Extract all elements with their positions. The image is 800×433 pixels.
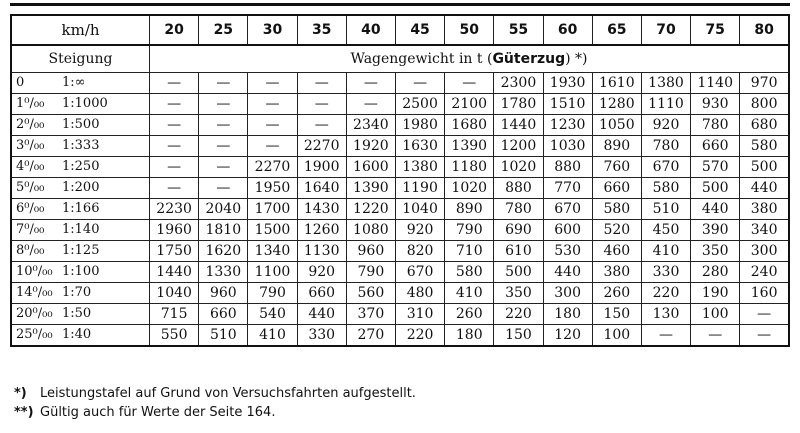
gradient-cell <box>11 73 150 94</box>
weight-cell: — <box>395 73 444 94</box>
speed-header: 20 <box>150 15 199 45</box>
weight-cell: 1390 <box>346 178 395 199</box>
gradient-ratio: 1:166 <box>62 201 100 216</box>
weight-cell: 560 <box>346 283 395 304</box>
gradient-permille: 4⁰/₀₀ <box>16 159 45 174</box>
weight-cell: 500 <box>740 157 789 178</box>
weight-cell: 340 <box>740 220 789 241</box>
weight-cell: — <box>199 94 248 115</box>
weight-cell: 1100 <box>248 262 297 283</box>
weight-cell: 1900 <box>297 157 346 178</box>
weight-cell: — <box>248 115 297 136</box>
weight-cell: — <box>150 94 199 115</box>
weight-cell: 715 <box>150 304 199 325</box>
weight-cell: — <box>199 115 248 136</box>
gradient-permille: 1⁰/₀₀ <box>16 96 45 111</box>
weight-cell: 780 <box>494 199 543 220</box>
weight-cell: 220 <box>641 283 690 304</box>
weight-cell: 670 <box>543 199 592 220</box>
caption-row <box>11 45 789 73</box>
footnote <box>14 403 416 422</box>
weight-cell: 330 <box>641 262 690 283</box>
weight-cell: 660 <box>691 136 740 157</box>
gradient-permille: 3⁰/₀₀ <box>16 138 45 153</box>
gradient-cell <box>11 136 150 157</box>
weight-cell: — <box>248 94 297 115</box>
gradient-cell <box>11 115 150 136</box>
weight-cell: 150 <box>494 325 543 347</box>
gradient-cell <box>11 220 150 241</box>
weight-cell: 780 <box>641 136 690 157</box>
gradient-cell <box>11 157 150 178</box>
speed-header: 30 <box>248 15 297 45</box>
table-row <box>11 115 789 136</box>
gradient-permille: 0 <box>16 75 25 90</box>
weight-cell: 580 <box>740 136 789 157</box>
speed-header: 60 <box>543 15 592 45</box>
weight-cell: 300 <box>543 283 592 304</box>
speed-unit-label: km/h <box>11 15 150 45</box>
weight-cell: 1920 <box>346 136 395 157</box>
gradient-ratio: 1:40 <box>62 327 92 342</box>
weight-cell: 1080 <box>346 220 395 241</box>
gradient-ratio: 1:100 <box>62 264 100 279</box>
train-load-table <box>10 14 790 347</box>
weight-cell: — <box>691 325 740 347</box>
weight-cell: — <box>740 304 789 325</box>
weight-cell: — <box>199 178 248 199</box>
caption-suffix: ) *) <box>565 51 588 67</box>
table-row <box>11 325 789 347</box>
weight-cell: 670 <box>641 157 690 178</box>
weight-cell: 960 <box>346 241 395 262</box>
speed-header: 55 <box>494 15 543 45</box>
weight-cell: 920 <box>395 220 444 241</box>
gradient-permille: 5⁰/₀₀ <box>16 180 45 195</box>
weight-cell: 880 <box>543 157 592 178</box>
weight-cell: — <box>150 157 199 178</box>
weight-cell: 510 <box>199 325 248 347</box>
weight-cell: 1980 <box>395 115 444 136</box>
weight-cell: 370 <box>346 304 395 325</box>
weight-cell: 1180 <box>445 157 494 178</box>
weight-cell: — <box>740 325 789 347</box>
gradient-permille: 10⁰/₀₀ <box>16 264 53 279</box>
weight-cell: 550 <box>150 325 199 347</box>
weight-cell: 670 <box>395 262 444 283</box>
weight-cell: 180 <box>543 304 592 325</box>
gradient-permille: 20⁰/₀₀ <box>16 306 53 321</box>
weight-cell: — <box>297 94 346 115</box>
weight-cell: 690 <box>494 220 543 241</box>
weight-cell: 610 <box>494 241 543 262</box>
weight-cell: 2500 <box>395 94 444 115</box>
weight-cell: 380 <box>740 199 789 220</box>
weight-cell: 440 <box>691 199 740 220</box>
weight-cell: 410 <box>248 325 297 347</box>
weight-cell: — <box>150 73 199 94</box>
weight-cell: 380 <box>592 262 641 283</box>
speed-header: 45 <box>395 15 444 45</box>
weight-cell: 970 <box>740 73 789 94</box>
gradient-ratio: 1:1000 <box>62 96 108 111</box>
footnote <box>14 384 416 403</box>
gradient-ratio: 1:250 <box>62 159 100 174</box>
weight-cell: 1220 <box>346 199 395 220</box>
footnote-mark: *) <box>14 386 27 401</box>
weight-cell: 440 <box>297 304 346 325</box>
gradient-cell <box>11 199 150 220</box>
weight-cell: 1780 <box>494 94 543 115</box>
top-rule <box>10 3 790 6</box>
speed-header: 35 <box>297 15 346 45</box>
weight-cell: 880 <box>494 178 543 199</box>
weight-cell: 350 <box>494 283 543 304</box>
weight-cell: 2340 <box>346 115 395 136</box>
weight-cell: 920 <box>641 115 690 136</box>
weight-cell: 350 <box>691 241 740 262</box>
table-row <box>11 94 789 115</box>
weight-cell: — <box>346 73 395 94</box>
weight-cell: — <box>297 73 346 94</box>
weight-cell: 260 <box>592 283 641 304</box>
weight-cell: — <box>199 73 248 94</box>
weight-cell: 1020 <box>494 157 543 178</box>
speed-header: 75 <box>691 15 740 45</box>
weight-cell: — <box>150 136 199 157</box>
weight-cell: 570 <box>691 157 740 178</box>
weight-cell: 660 <box>592 178 641 199</box>
weight-cell: 1930 <box>543 73 592 94</box>
gradient-ratio: 1:200 <box>62 180 100 195</box>
table-row <box>11 262 789 283</box>
weight-cell: 960 <box>199 283 248 304</box>
weight-cell: 240 <box>740 262 789 283</box>
weight-cell: 1040 <box>395 199 444 220</box>
weight-cell: 1680 <box>445 115 494 136</box>
weight-cell: 2300 <box>494 73 543 94</box>
weight-cell: 1340 <box>248 241 297 262</box>
weight-cell: 1600 <box>346 157 395 178</box>
weight-cell: 480 <box>395 283 444 304</box>
weight-cell: 920 <box>297 262 346 283</box>
footnote-mark: **) <box>14 405 34 420</box>
speed-header-row <box>11 15 789 45</box>
weight-cell: 510 <box>641 199 690 220</box>
gradient-ratio: 1:70 <box>62 285 92 300</box>
weight-cell: 780 <box>691 115 740 136</box>
weight-cell: 1430 <box>297 199 346 220</box>
weight-cell: 1190 <box>395 178 444 199</box>
weight-cell: 1500 <box>248 220 297 241</box>
weight-cell: 520 <box>592 220 641 241</box>
weight-cell: 800 <box>740 94 789 115</box>
weight-cell: 440 <box>740 178 789 199</box>
weight-cell: — <box>199 136 248 157</box>
weight-cell: — <box>346 94 395 115</box>
weight-cell: 220 <box>395 325 444 347</box>
gradient-ratio: 1:333 <box>62 138 100 153</box>
weight-cell: 1750 <box>150 241 199 262</box>
gradient-permille: 25⁰/₀₀ <box>16 327 53 342</box>
weight-cell: 1390 <box>445 136 494 157</box>
weight-cell: 770 <box>543 178 592 199</box>
table-row <box>11 73 789 94</box>
weight-cell: — <box>641 325 690 347</box>
weight-cell: 260 <box>445 304 494 325</box>
gradient-cell <box>11 304 150 325</box>
weight-cell: 1610 <box>592 73 641 94</box>
weight-cell: 220 <box>494 304 543 325</box>
gradient-permille: 6⁰/₀₀ <box>16 201 45 216</box>
weight-cell: 100 <box>691 304 740 325</box>
weight-cell: 1510 <box>543 94 592 115</box>
weight-cell: 1330 <box>199 262 248 283</box>
weight-cell: — <box>150 178 199 199</box>
weight-cell: 190 <box>691 283 740 304</box>
gradient-cell <box>11 94 150 115</box>
weight-cell: 1040 <box>150 283 199 304</box>
weight-cell: 310 <box>395 304 444 325</box>
weight-cell: 2100 <box>445 94 494 115</box>
speed-header: 25 <box>199 15 248 45</box>
weight-cell: 790 <box>445 220 494 241</box>
gradient-cell <box>11 262 150 283</box>
weight-cell: 820 <box>395 241 444 262</box>
weight-cell: 890 <box>592 136 641 157</box>
weight-cell: 270 <box>346 325 395 347</box>
weight-cell: 580 <box>641 178 690 199</box>
weight-cell: 660 <box>199 304 248 325</box>
weight-cell: 1380 <box>641 73 690 94</box>
table-row <box>11 157 789 178</box>
gradient-label: Steigung <box>11 45 150 73</box>
weight-cell: — <box>445 73 494 94</box>
weight-cell: 680 <box>740 115 789 136</box>
weight-cell: 160 <box>740 283 789 304</box>
table-caption <box>150 45 789 73</box>
weight-cell: 2230 <box>150 199 199 220</box>
gradient-cell <box>11 283 150 304</box>
table-row <box>11 220 789 241</box>
gradient-ratio: 1:∞ <box>62 75 86 90</box>
weight-cell: 300 <box>740 241 789 262</box>
weight-cell: 1380 <box>395 157 444 178</box>
weight-cell: 580 <box>445 262 494 283</box>
weight-cell: 440 <box>543 262 592 283</box>
weight-cell: 500 <box>691 178 740 199</box>
weight-cell: — <box>297 115 346 136</box>
weight-cell: 1810 <box>199 220 248 241</box>
weight-cell: 2270 <box>297 136 346 157</box>
weight-cell: 1960 <box>150 220 199 241</box>
weight-cell: 1950 <box>248 178 297 199</box>
gradient-ratio: 1:50 <box>62 306 92 321</box>
gradient-permille: 7⁰/₀₀ <box>16 222 45 237</box>
footnote-text: Leistungstafel auf Grund von Versuchsfahrten aufgestellt. <box>40 386 416 401</box>
caption-prefix: Wagengewicht in t ( <box>350 51 493 67</box>
gradient-cell <box>11 241 150 262</box>
weight-cell: 760 <box>592 157 641 178</box>
table-row <box>11 304 789 325</box>
weight-cell: — <box>248 73 297 94</box>
weight-cell: 100 <box>592 325 641 347</box>
gradient-ratio: 1:500 <box>62 117 100 132</box>
gradient-ratio: 1:140 <box>62 222 100 237</box>
weight-cell: 1620 <box>199 241 248 262</box>
speed-header: 80 <box>740 15 789 45</box>
weight-cell: 530 <box>543 241 592 262</box>
weight-cell: 790 <box>248 283 297 304</box>
weight-cell: 1230 <box>543 115 592 136</box>
weight-cell: 1280 <box>592 94 641 115</box>
footnotes <box>14 384 416 422</box>
weight-cell: 930 <box>691 94 740 115</box>
weight-cell: — <box>199 157 248 178</box>
weight-cell: 2270 <box>248 157 297 178</box>
weight-cell: 1130 <box>297 241 346 262</box>
weight-cell: 1700 <box>248 199 297 220</box>
table-row <box>11 283 789 304</box>
weight-cell: 460 <box>592 241 641 262</box>
weight-cell: 1630 <box>395 136 444 157</box>
weight-cell: 180 <box>445 325 494 347</box>
weight-cell: 1140 <box>691 73 740 94</box>
speed-header: 70 <box>641 15 690 45</box>
weight-cell: 600 <box>543 220 592 241</box>
caption-bold: Güterzug <box>492 51 566 67</box>
weight-cell: 1440 <box>494 115 543 136</box>
weight-cell: 890 <box>445 199 494 220</box>
table-row <box>11 199 789 220</box>
speed-header: 50 <box>445 15 494 45</box>
weight-cell: 120 <box>543 325 592 347</box>
table-row <box>11 178 789 199</box>
weight-cell: 390 <box>691 220 740 241</box>
weight-cell: 710 <box>445 241 494 262</box>
weight-cell: 130 <box>641 304 690 325</box>
table-row <box>11 241 789 262</box>
speed-header: 65 <box>592 15 641 45</box>
weight-cell: — <box>248 136 297 157</box>
weight-cell: 500 <box>494 262 543 283</box>
gradient-cell <box>11 325 150 347</box>
weight-cell: 2040 <box>199 199 248 220</box>
gradient-permille: 14⁰/₀₀ <box>16 285 53 300</box>
weight-cell: 580 <box>592 199 641 220</box>
weight-cell: 330 <box>297 325 346 347</box>
table-row <box>11 136 789 157</box>
weight-cell: 790 <box>346 262 395 283</box>
weight-cell: 1050 <box>592 115 641 136</box>
weight-cell: — <box>150 115 199 136</box>
weight-cell: 660 <box>297 283 346 304</box>
gradient-cell <box>11 178 150 199</box>
weight-cell: 1260 <box>297 220 346 241</box>
weight-cell: 150 <box>592 304 641 325</box>
weight-cell: 1110 <box>641 94 690 115</box>
gradient-permille: 2⁰/₀₀ <box>16 117 45 132</box>
footnote-text: Gültig auch für Werte der Seite 164. <box>40 405 276 420</box>
weight-cell: 410 <box>445 283 494 304</box>
speed-header: 40 <box>346 15 395 45</box>
weight-cell: 1020 <box>445 178 494 199</box>
weight-cell: 1640 <box>297 178 346 199</box>
weight-cell: 1200 <box>494 136 543 157</box>
weight-cell: 410 <box>641 241 690 262</box>
weight-cell: 1030 <box>543 136 592 157</box>
weight-cell: 450 <box>641 220 690 241</box>
gradient-permille: 8⁰/₀₀ <box>16 243 45 258</box>
weight-cell: 280 <box>691 262 740 283</box>
gradient-ratio: 1:125 <box>62 243 100 258</box>
weight-cell: 540 <box>248 304 297 325</box>
weight-cell: 1440 <box>150 262 199 283</box>
